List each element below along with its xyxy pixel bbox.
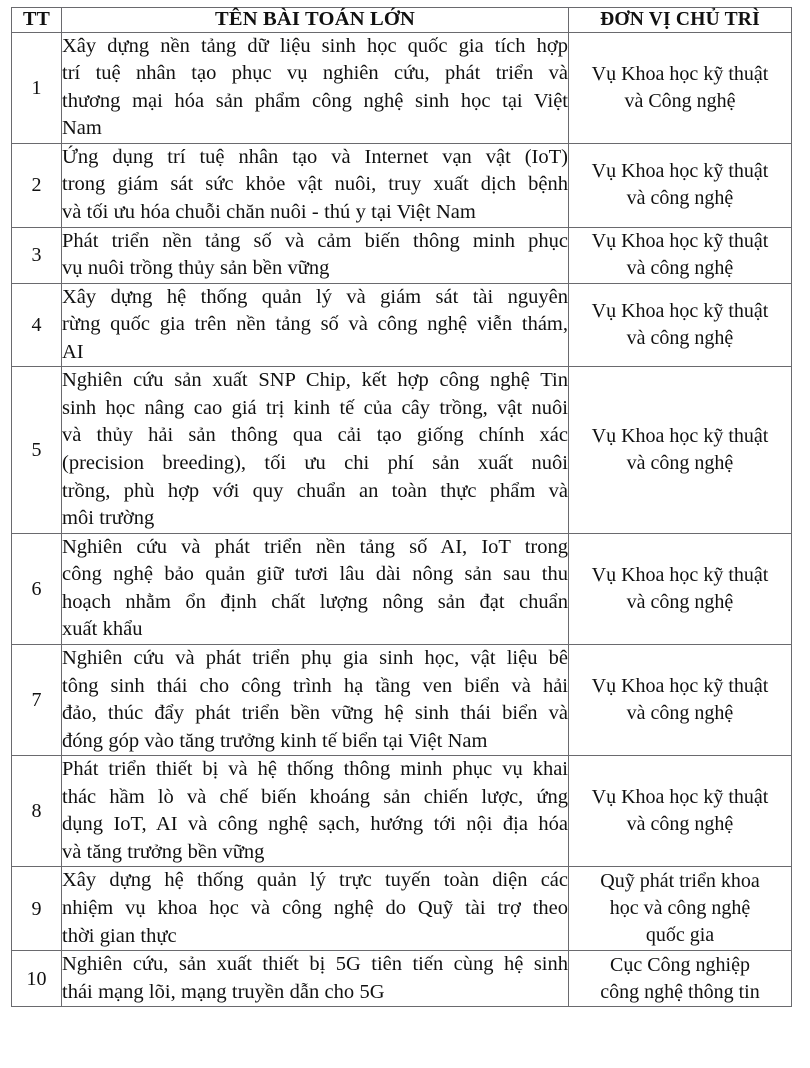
task-line: AI <box>62 340 84 363</box>
task-line: xuất khẩu <box>62 618 143 641</box>
table-row <box>12 143 792 227</box>
table-row <box>12 227 792 283</box>
task-line: tông sinh thái cho công trình hạ tầng ven biển và hải <box>62 674 568 697</box>
task-line: thương mại hóa sản phẩm công nghệ sinh học tại Việt <box>62 89 568 112</box>
table-row <box>12 951 792 1007</box>
task-line: trồng, phù hợp với quy chuẩn an toàn thực phẩm và <box>62 479 568 502</box>
cell-task-name <box>62 367 569 533</box>
cell-lead-agency <box>569 951 792 1007</box>
cell-order-number: 6 <box>12 533 62 644</box>
cell-task-name <box>62 533 569 644</box>
agency-line: và công nghệ <box>626 590 734 613</box>
agency-line: Vụ Khoa học kỹ thuật <box>591 160 769 183</box>
agency-line: Vụ Khoa học kỹ thuật <box>591 563 769 586</box>
task-line: Nghiên cứu sản xuất SNP Chip, kết hợp công nghệ Tin <box>62 369 568 392</box>
table-row <box>12 533 792 644</box>
agency-line: Vụ Khoa học kỹ thuật <box>591 300 769 323</box>
agency-line: và công nghệ <box>626 452 734 474</box>
cell-order-number: 3 <box>12 227 62 283</box>
agency-line: công nghệ thông tin <box>600 980 760 1003</box>
cell-lead-agency <box>569 644 792 755</box>
task-line: nhiệm vụ khoa học và công nghệ do Quỹ tài trợ theo <box>62 897 568 919</box>
table-row <box>12 32 792 143</box>
task-line: thác hầm lò và chế biến khoáng sản chiến lược, ứng <box>62 785 568 808</box>
cell-lead-agency <box>569 143 792 227</box>
agency-line: Cục Công nghiệp <box>610 953 750 976</box>
agency-line: Vụ Khoa học kỹ thuật <box>591 62 769 85</box>
table-row <box>12 283 792 367</box>
task-line: và tăng trưởng bền vững <box>62 840 265 863</box>
agency-line: và công nghệ <box>626 257 734 280</box>
table-row <box>12 644 792 755</box>
task-line: dụng IoT, AI và công nghệ sạch, hướng tới nội địa hóa <box>62 813 568 836</box>
agency-line: Vụ Khoa học kỹ thuật <box>591 230 769 253</box>
task-line: Xây dựng nền tảng dữ liệu sinh học quốc gia tích hợp <box>62 34 568 57</box>
task-line: Nam <box>62 117 102 140</box>
task-line: Phát triển nền tảng số và cảm biến thông minh phục <box>62 229 568 252</box>
cell-task-name <box>62 283 569 367</box>
agency-line: Vụ Khoa học kỹ thuật <box>591 786 769 809</box>
task-line: trí tuệ nhân tạo phục vụ nghiên cứu, phát triển và <box>62 62 568 85</box>
task-line: Nghiên cứu, sản xuất thiết bị 5G tiên tiến cùng hệ sinh <box>62 953 568 976</box>
cell-task-name <box>62 143 569 227</box>
task-line: Nghiên cứu và phát triển nền tảng số AI, IoT trong <box>62 535 568 558</box>
table-body <box>12 32 792 1007</box>
task-line: Xây dựng hệ thống quản lý và giám sát tài nguyên <box>62 285 568 308</box>
cell-order-number: 2 <box>12 143 62 227</box>
cell-order-number: 4 <box>12 283 62 367</box>
cell-lead-agency <box>569 367 792 533</box>
tasks-table <box>11 7 792 1007</box>
agency-line: và Công nghệ <box>624 89 736 112</box>
task-line: thái mạng lõi, mạng truyền dẫn cho 5G <box>62 980 385 1003</box>
cell-order-number: 5 <box>12 367 62 533</box>
cell-task-name <box>62 756 569 867</box>
cell-lead-agency <box>569 533 792 644</box>
cell-lead-agency <box>569 32 792 143</box>
task-line: và tối ưu hóa chuỗi chăn nuôi - thú y tại Việt Nam <box>62 200 476 223</box>
cell-order-number: 7 <box>12 644 62 755</box>
table-header <box>12 8 792 33</box>
agency-line: Quỹ phát triển khoa <box>600 870 760 893</box>
agency-line: Vụ Khoa học kỹ thuật <box>591 425 769 448</box>
task-line: Ứng dụng trí tuệ nhân tạo và Internet vạn vật (IoT) <box>62 145 568 168</box>
column-header-org: ĐƠN VỊ CHỦ TRÌ <box>569 8 792 33</box>
task-line: sinh học nâng cao giá trị kinh tế của cây trồng, vật nuôi <box>62 396 568 419</box>
table-row <box>12 756 792 867</box>
column-header-task: TÊN BÀI TOÁN LỚN <box>62 8 569 33</box>
task-line: Nghiên cứu và phát triển phụ gia sinh học, vật liệu bê <box>62 646 568 669</box>
table-row <box>12 367 792 533</box>
agency-line: và công nghệ <box>626 813 734 836</box>
cell-order-number: 8 <box>12 756 62 867</box>
cell-task-name <box>62 227 569 283</box>
cell-order-number: 10 <box>12 951 62 1007</box>
agency-line: Vụ Khoa học kỹ thuật <box>591 675 769 698</box>
task-line: đảo, thúc đẩy phát triển bền vững hệ sinh thái biển và <box>62 702 568 725</box>
cell-lead-agency <box>569 283 792 367</box>
agency-line: và công nghệ <box>626 187 734 210</box>
agency-line: học và công nghệ <box>609 897 751 920</box>
cell-lead-agency <box>569 756 792 867</box>
table-header-row <box>12 8 792 33</box>
table-row <box>12 867 792 951</box>
cell-lead-agency <box>569 227 792 283</box>
cell-order-number: 1 <box>12 32 62 143</box>
task-line: Xây dựng hệ thống quản lý trực tuyến toàn diện các <box>62 869 568 892</box>
column-header-tt: TT <box>12 8 62 33</box>
task-line: (precision breeding), tối ưu chi phí sản xuất nuôi <box>62 452 568 474</box>
task-line: trong giám sát sức khỏe vật nuôi, truy xuất dịch bệnh <box>62 173 568 196</box>
cell-order-number: 9 <box>12 867 62 951</box>
task-line: thời gian thực <box>62 924 177 947</box>
agency-line: quốc gia <box>645 924 715 947</box>
task-line: Phát triển thiết bị và hệ thống thông minh phục vụ khai <box>62 758 568 781</box>
task-line: rừng quốc gia trên nền tảng số và công nghệ viễn thám, <box>62 313 568 336</box>
cell-task-name <box>62 32 569 143</box>
task-line: đóng góp vào tăng trưởng kinh tế biển tại Việt Nam <box>62 729 488 752</box>
cell-task-name <box>62 644 569 755</box>
cell-task-name <box>62 867 569 951</box>
agency-line: và công nghệ <box>626 702 734 725</box>
task-line: môi trường <box>62 507 155 530</box>
agency-line: và công nghệ <box>626 326 734 349</box>
task-line: hoạch nhằm ổn định chất lượng nông sản đạt chuẩn <box>62 590 568 613</box>
cell-task-name <box>62 951 569 1007</box>
task-line: vụ nuôi trồng thủy sản bền vững <box>62 257 330 280</box>
task-line: và thủy hải sản thông qua cải tạo giống chính xác <box>62 424 568 447</box>
cell-lead-agency <box>569 867 792 951</box>
task-line: công nghệ bảo quản giữ tươi lâu dài nông sản sau thu <box>62 563 568 586</box>
